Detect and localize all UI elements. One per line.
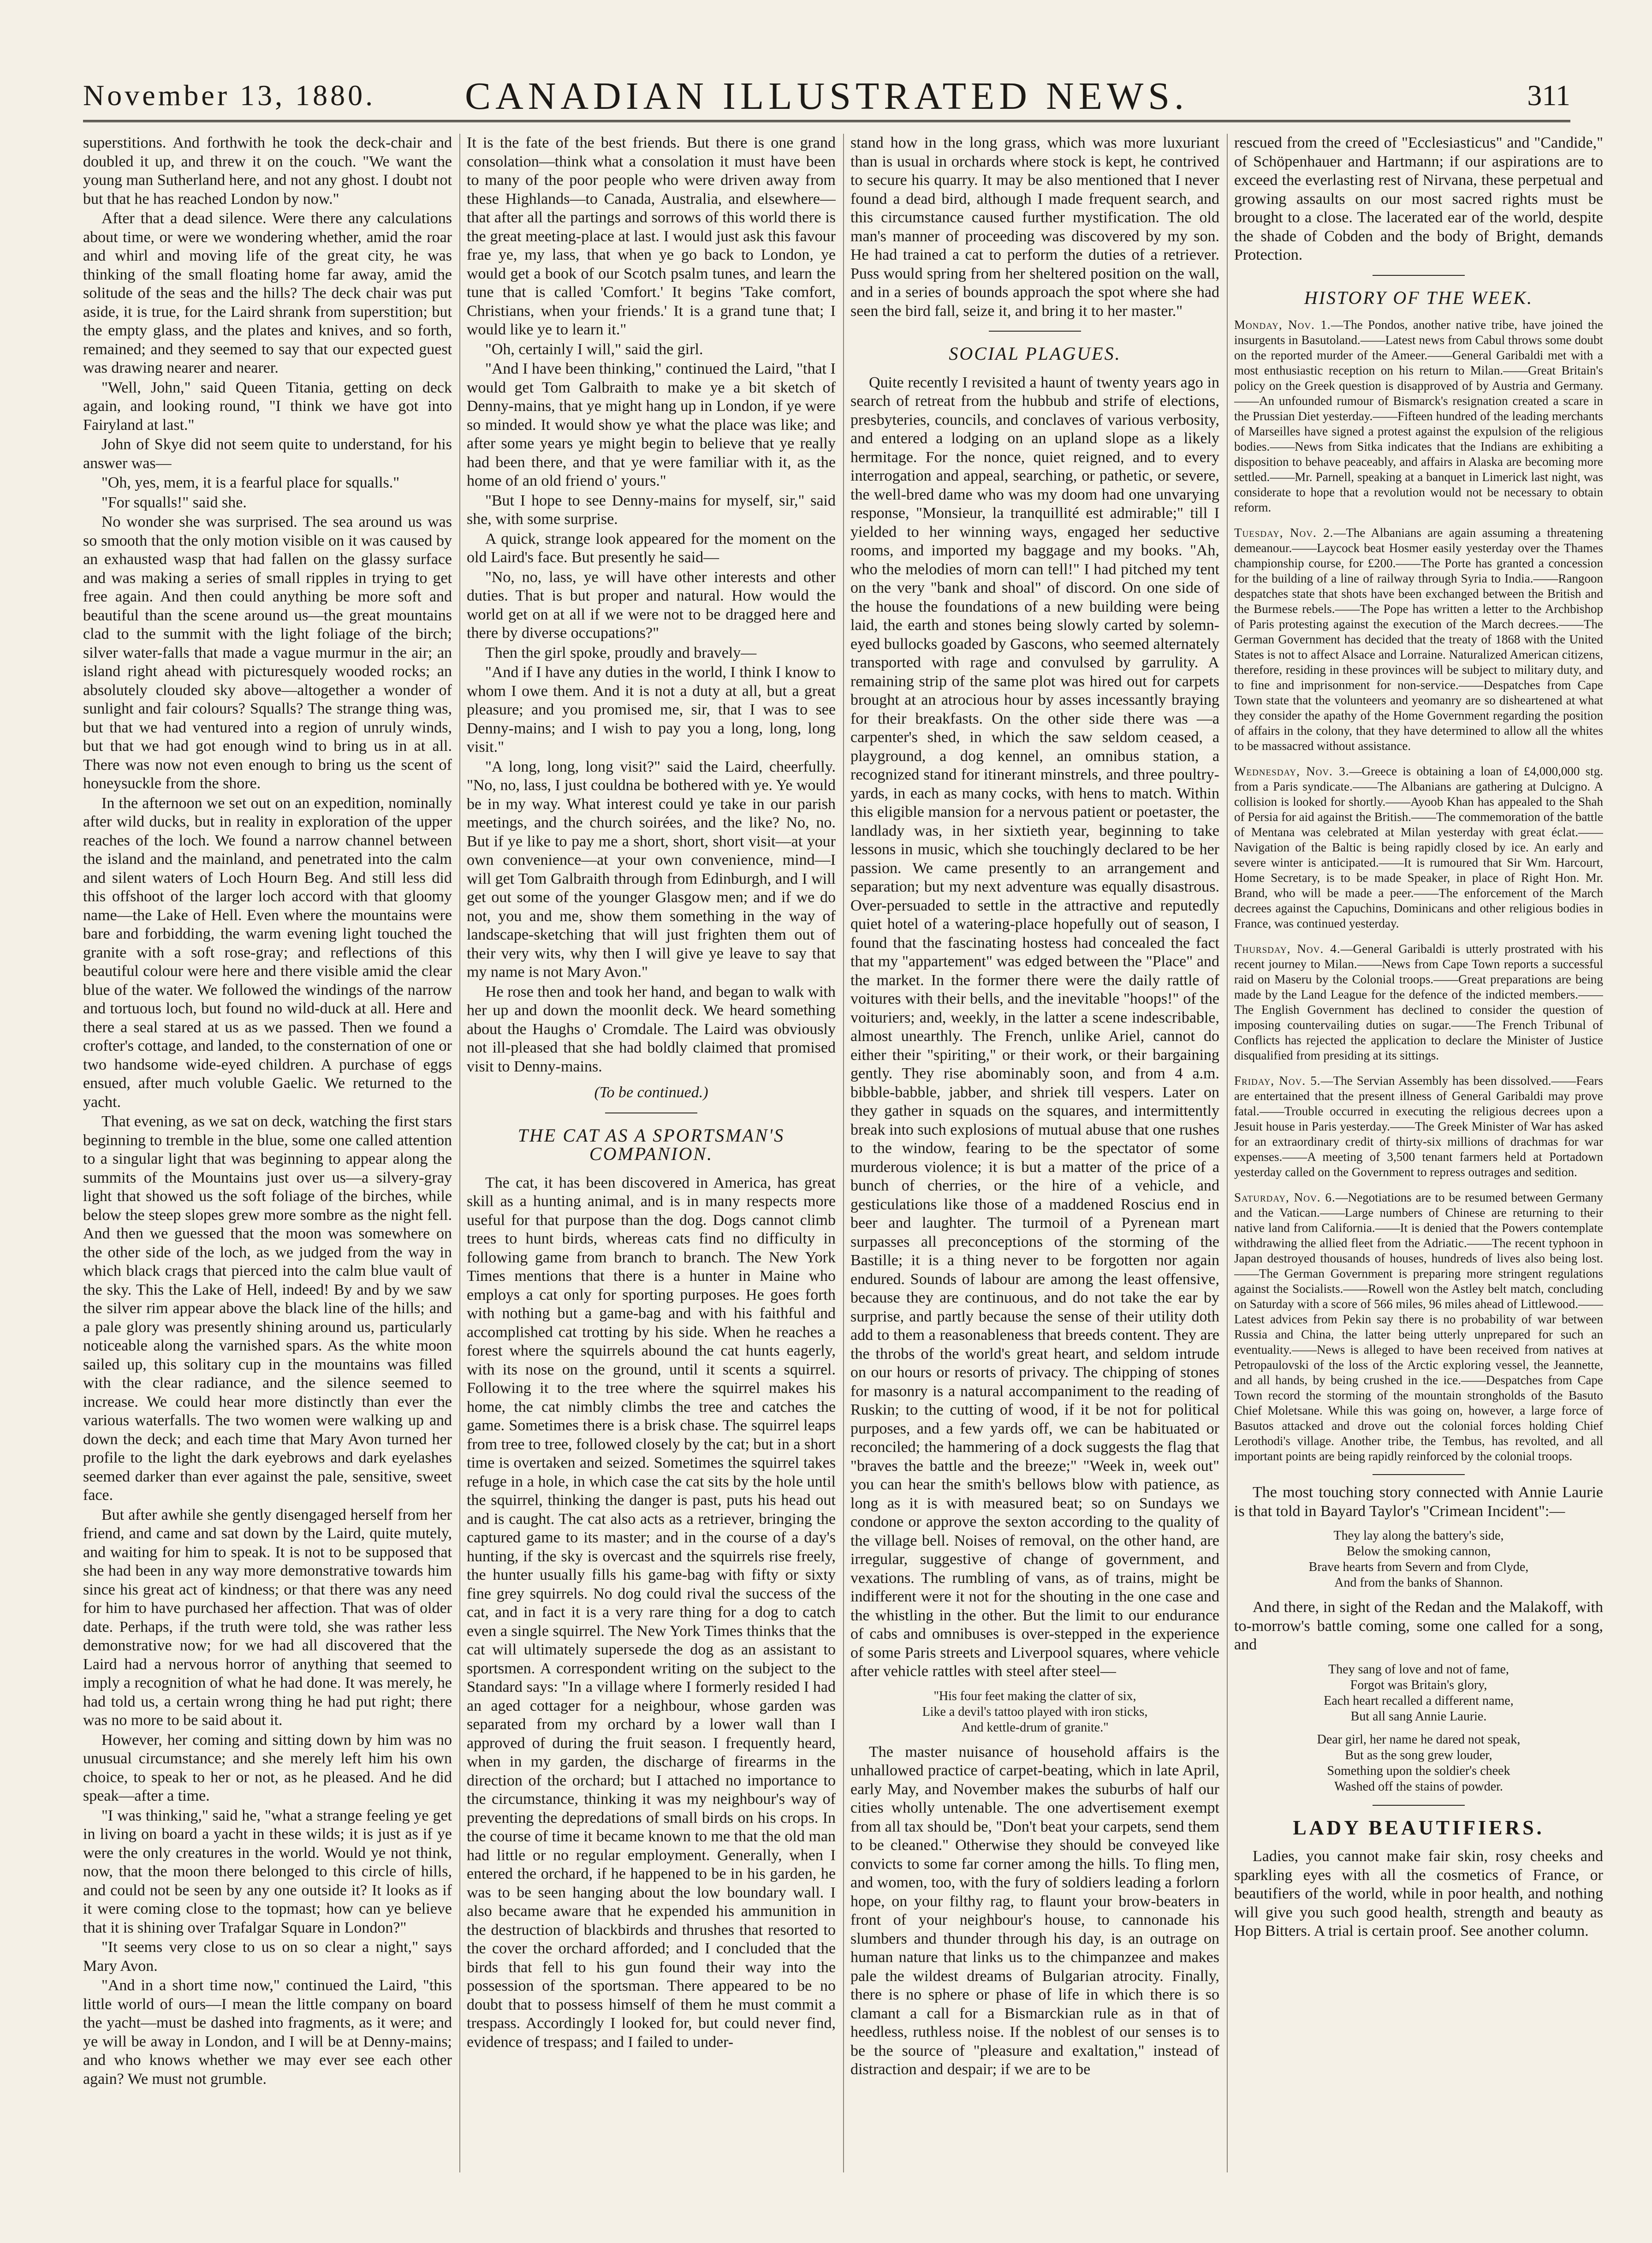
article-paragraph: And there, in sight of the Redan and the Malakoff, with to-morrow's battle coming, some one called for a song, and: [1234, 1599, 1603, 1653]
history-day: Thursday, Nov. 4.: [1234, 942, 1341, 956]
masthead: [83, 69, 1570, 122]
history-day: Saturday, Nov. 6.: [1234, 1190, 1336, 1204]
verse-line: Like a devil's tattoo played with iron sticks,: [922, 1704, 1148, 1719]
story-paragraph: Then the girl spoke, proudly and bravely—: [485, 644, 757, 661]
story-paragraph: A quick, strange look appeared for the moment on the old Laird's face. But presently he said—: [467, 530, 836, 566]
history-entry: [1234, 317, 1603, 515]
history-entry: [1234, 941, 1603, 1063]
article-title-cat: THE CAT AS A SPORTSMAN'S COMPANION.: [517, 1124, 785, 1164]
verse-line: Brave hearts from Severn and from Clyde,: [1308, 1560, 1529, 1574]
verse-line: But as the song grew louder,: [1345, 1748, 1492, 1762]
history-text: —The Albanians are again assuming a threatening demeanour.——Laycock beat Hosmer easily yesterday over the Thames championship course, for £200.——The Porte has granted a concession for the building of a line of railway through Syria to India.——Rangoon despatches state that shots have been exchanged between the British and the Burmese rebels.——The Pope has written a letter to the Archbishop of Paris protesting against the execution of the March decrees.——The German Government has decided that the treaty of 1868 with the United States is not to affect Alsace and Lorraine. Naturalized American citizens, therefore, residing in these provinces will be subject to military duty, and to fine and imprisonment for non-service.——Despatches from Cape Town state that the volunteers and yeomanry are so disheartened at what they consider the apathy of the Home Government regarding the position of affairs in the colony, that they have determined to allow all the whites to be massacred without assistance.: [1234, 526, 1603, 753]
verse-line: Below the smoking cannon,: [1346, 1544, 1491, 1559]
story-paragraph: That evening, as we sat on deck, watching the first stars beginning to tremble in the blue, some one called attention to a singular light that was beginning to appear along the summits of the Mountains just over us—a silvery-gray light that showed us the soft foliage of the birches, while below the steep slopes grew more sombre as the night fell. And then we guessed that the moon was somewhere on the other side of the loch, as we judged from the way in which black crags that pierced into the calm blue vault of the sky. This the Lake of Hell, indeed! By and by we saw the silver rim appear above the black line of the hills; and a pale glory was presently shining around us, particularly noticeable along the varnished spars. As the white moon sailed up, this solitary cup in the mountains was filled with the clear radiance, and the silence seemed to increase. We could hear more distinctly than ever the various waterfalls. The two women were walking up and down the deck; and each time that Mary Avon turned her profile to the light the dark eyebrows and dark eyelashes seemed darker than ever against the pale, sensitive, sweet face.: [83, 1113, 452, 1504]
section-separator: [1373, 275, 1465, 276]
verse-line: And kettle-drum of granite.": [961, 1720, 1109, 1735]
verse-quote: [850, 1689, 1219, 1736]
column-divider: [843, 134, 844, 2172]
history-text: —The Pondos, another native tribe, have joined the insurgents in Basutoland.——Latest news from Cabul throws some doubt on the reported murder of the Ameer.——General Garibaldi met with a most enthusiastic reception on his return to Milan.——Great Britain's policy on the Greek question is disapproved of by Austria and Germany.——An unfounded rumour of Bismarck's resignation created a scare in the Prussian Diet yesterday.——Fifteen hundred of the leading merchants of Marseilles have signed a protest against the expulsion of the religious bodies.——News from Sitka indicates that the Indians are exhibiting a disposition to behave peaceably, and affairs in Alaska are becoming more settled.——Mr. Parnell, speaking at a banquet in Limerick last night, was considerate to hope that a revolution would not be necessary to obtain reform.: [1234, 318, 1603, 514]
story-paragraph: "Well, John," said Queen Titania, getting on deck again, and looking round, "I think we have got into Fairyland at last.": [83, 379, 452, 434]
verse-quote: [1234, 1528, 1603, 1591]
verse-line: "His four feet making the clatter of six,: [933, 1689, 1136, 1703]
to-be-continued: (To be continued.): [594, 1084, 708, 1101]
story-paragraph: He rose then and took her hand, and began to walk with her up and down the moonlit deck. We heard something about the Haughs o' Cromdale. The Laird was obviously not ill-pleased that she had boldly claimed that promised visit to Denny-mains.: [467, 983, 836, 1075]
article-paragraph: The cat, it has been discovered in America, has great skill as a hunting animal, and is in many respects more useful for that purpose than the dog. Dogs cannot climb trees to hunt birds, whereas cats find no difficulty in following game from branch to branch. The New York Times mentions that there is a hunter in Maine who employs a cat only for sporting purposes. He goes forth with nothing but a game-bag and with his faithful and accomplished cat trotting by his side. When he reaches a forest where the squirrels abound the cat hunts eagerly, with its nose on the ground, until it scents a squirrel. Following it to the tree where the squirrel makes his home, the cat nimbly climbs the tree and catches the game. Sometimes there is a brisk chase. The squirrel leaps from tree to tree, followed closely by the cat; but in a short time is overtaken and seized. Sometimes the squirrel takes refuge in a hole, in which case the cat sits by the hole until the squirrel, thinking the danger is past, puts his head out and is caught. The cat also acts as a retriever, bringing the captured game to its master; and in the course of a day's hunting, if the sky is overcast and the squirrels rise freely, the hunter usually fills his game-bag with fifty or sixty fine grey squirrels. No dog could rival the success of the cat, and in fact it is a very rare thing for a dog to catch even a single squirrel. The New York Times thinks that the cat will ultimately supersede the dog as an assistant to sportsmen. A correspondent writing on the subject to the Standard says: "In a village where I formerly resided I had an aged cottager for a neighbour, whose garden was separated from my orchard by a lower wall than I approved of during the fruit season. I frequently heard, when in my garden, the discharge of firearms in the direction of the orchard; but I attached no importance to the circumstance, thinking it was my neighbour's way of preventing the depredations of small birds on his crops. In the course of time it became known to me that the old man had little or no regular employment. Generally, when I entered the orchard, if he happened to be in his garden, he was to be seen hanging about the low boundary wall. I also became aware that he expended his ammunition in the destruction of blackbirds and thrushes that resorted to the cover the orchard afforded; and I concluded that the birds that fell to his gun found their way into the possession of the sportsman. There appeared to be no doubt that to possess himself of them he must commit a trespass. Accordingly I looked for, but could never find, evidence of trespass; and I failed to under-: [467, 1174, 836, 2051]
story-paragraph: superstitions. And forthwith he took the deck-chair and doubled it up, and threw it on the couch. "We want the young man Sutherland here, and not any ghost. I doubt not but that he has reached London by now.": [83, 134, 452, 208]
issue-date: November 13, 1880.: [83, 79, 376, 112]
section-separator: [1373, 1474, 1465, 1475]
story-paragraph: "A long, long, long visit?" said the Laird, cheerfully. "No, no, lass, I just couldna be bothered with ye. Ye would be in my way. What interest could ye take in our parish meetings, and the church soirées, and the like? No, no. But if ye like to pay me a short, short, short visit—at your own convenience—at your own convenience, mind—I will get Tom Galbraith through from Edinburgh, and I will get out some of the younger Glasgow men; and if we do not, you and me, show them something in the way of landscape-sketching that will just frighten them out of their very wits, why then I will give ye leave to say that my name is not Mary Avon.": [467, 758, 836, 981]
page-number: 311: [1527, 79, 1570, 112]
history-text: —Greece is obtaining a loan of £4,000,000 stg. from a Paris syndicate.——The Albanians are gathering at Dulcigno. A collision is looked for shortly.——Ayoob Khan has appealed to the Shah of Persia for aid against the British.——The commemoration of the battle of Mentana was celebrated at Milan yesterday with great éclat.——Navigation of the Baltic is being rapidly closed by ice. An early and severe winter is anticipated.——It is rumoured that Sir Wm. Harcourt, Home Secretary, is to be made Speaker, in place of Right Hon. Mr. Brand, who will be made a peer.——The enforcement of the March decrees against the Capuchins, Dominicans and other religious bodies in France, was continued yesterday.: [1234, 764, 1603, 930]
verse-quote: [1234, 1662, 1603, 1725]
history-text: —The Servian Assembly has been dissolved.——Fears are entertained that the present illness of General Garibaldi may prove fatal.——Trouble occurred in executing the religious decrees upon a Jesuit house in Paris yesterday.——The Greek Minister of War has asked for an extraordinary credit of thirty-six millions of drachmas for war expenses.——A meeting of 3,500 tenant farmers held at Portadown yesterday called on the Government to repress outrages and sedition.: [1234, 1074, 1603, 1179]
verse-line: Something upon the soldier's cheek: [1327, 1763, 1510, 1778]
history-entry: [1234, 764, 1603, 931]
story-paragraph: "And if I have any duties in the world, I think I know to whom I owe them. And it is not a duty at all, but a great pleasure; and you promised me, sir, that I was to see Denny-mains; and I wish to pay you a long, long, long visit.": [467, 664, 836, 756]
story-paragraph: "And in a short time now," continued the Laird, "this little world of ours—I mean the little company on board the yacht—must be dashed into fragments, as it were; and ye will be away in London, and I will be at Denny-mains; and who knows whether we may ever see each other again? We must not grumble.: [83, 1977, 452, 2088]
verse-line: Dear girl, her name he dared not speak,: [1317, 1732, 1521, 1747]
verse-line: Forgot was Britain's glory,: [1350, 1678, 1487, 1692]
column-divider: [1227, 134, 1228, 2172]
story-paragraph: "But I hope to see Denny-mains for myself, sir," said she, with some surprise.: [467, 492, 836, 528]
history-day: Monday, Nov. 1.: [1234, 318, 1331, 332]
article-paragraph: Ladies, you cannot make fair skin, rosy cheeks and sparkling eyes with all the cosmetics of France, or beautifiers of the world, while in poor health, and nothing will give you such good health, strength and beauty as Hop Bitters. A trial is certain proof. See another column.: [1234, 1848, 1603, 1940]
story-paragraph: "For squalls!" said she.: [101, 494, 247, 511]
verse-line: Each heart recalled a different name,: [1324, 1693, 1514, 1708]
article-paragraph: The most touching story connected with Annie Laurie is that told in Bayard Taylor's "Crimean Incident":—: [1234, 1484, 1603, 1520]
history-day: Tuesday, Nov. 2.: [1234, 526, 1334, 540]
story-paragraph: In the afternoon we set out on an expedition, nominally after wild ducks, but in reality in exploration of the upper reaches of the loch. We found a narrow channel between the island and the mainland, and penetrated into the calm and silent waters of Loch Hourn Beg. And still less did this offshoot of the larger loch accord with that gloomy name—the Lake of Hell. Even where the mountains were bare and forbidding, the warm evening light touched the granite with a soft rose-gray; and reflections of this beautiful colour were here and there visible amid the clear blue of the water. We followed the windings of the narrow and tortuous loch, but found no wild-duck at all. Here and there a seal stared at us as we passed. Then we found a crofter's cottage, and landed, to the consternation of one or two handsome wide-eyed children. A purchase of eggs ensued, after much voluble Gaelic. We returned to the yacht.: [83, 794, 452, 1111]
column-1: [83, 134, 452, 2172]
story-paragraph: "It seems very close to us on so clear a night," says Mary Avon.: [83, 1939, 452, 1975]
story-paragraph: However, her coming and sitting down by him was no unusual circumstance; and she merely left him his own choice, to speak to her or not, as he pleased. And he did speak—after a time.: [83, 1731, 452, 1804]
story-paragraph: It is the fate of the best friends. But there is one grand consolation—think what a consolation it must have been to many of the poor people who were driven away from these Highlands—to Canada, Australia, and elsewhere—that after all the partings and sorrows of this world there is the great meeting-place at last. I would just ask this favour frae ye, my lass, that when ye go back to London, ye would get a book of our Scotch psalm tunes, and learn the tune that is called 'Comfort.' It begins 'Take comfort, Christians, when your friends.' It is a grand tune that; I would like ye to learn it.": [467, 134, 836, 338]
history-entry: [1234, 1190, 1603, 1464]
story-paragraph: But after awhile she gently disengaged herself from her friend, and came and sat down by the Laird, quite mutely, and waiting for him to speak. It is not to be supposed that she had been in any way more demonstrative towards him since his great act of kindness; or that there was any need for him to have purchased her affection. That was of older date. Perhaps, if the truth were told, she was rather less demonstrative now; for we had all discovered that the Laird had a nervous horror of anything that seemed to imply a recognition of what he had done. It was merely, he had told us, a certain wrong thing he had put right; there was no more to be said about it.: [83, 1506, 452, 1729]
history-entry: [1234, 525, 1603, 754]
section-separator: [1373, 1805, 1465, 1806]
history-of-week-title: HISTORY OF THE WEEK.: [1304, 287, 1533, 308]
column-4: [1234, 134, 1603, 2172]
verse-line: And from the banks of Shannon.: [1334, 1576, 1503, 1590]
history-entry: [1234, 1073, 1603, 1180]
story-paragraph: No wonder she was surprised. The sea around us was so smooth that the only motion visible on it was caused by an exhausted wasp that had fallen on the glassy surface and was making a series of small ripples in trying to get free again. And then could anything be more soft and beautiful than the scene around us—the great mountains clad to the summit with the light foliage of the birch; silver water-falls that made a vague murmur in the air; an island right ahead with picturesquely wooded rocks; an absolutely clouded sky above—altogether a wonder of sunlight and fair colours? Squalls? The strange thing was, but that we had ventured into a region of unruly winds, but that we had got enough wind to bring us in at all. There was now not even enough to bring us the scent of honeysuckle from the shore.: [83, 513, 452, 792]
history-day: Friday, Nov. 5.: [1234, 1074, 1321, 1088]
article-paragraph: The master nuisance of household affairs is the unhallowed practice of carpet-beating, which in late April, early May, and November makes the suburbs of half our cities wholly untenable. The one advertisement exempt from all tax should be, "Don't beat your carpets, send them to be cleaned." Otherwise they should be conveyed like convicts to some far corner among the hills. To fling men, and women, too, with the fury of soldiers leading a forlorn hope, on your filthy rag, to flaunt your brow-beaters in front of your neighbour's house, to cannonade his slumbers and thunder through his day, is an outrage on human nature that links us to the chimpanzee and makes pale the wildest dreams of Bulgarian atrocity. Finally, there is no sphere or phase of life in which there is so clamant a call for a Bismarckian rule as in that of heedless, ruthless noise. If the noblest of our senses is to be the source of "pleasure and exaltation," instead of distraction and despair; if we are to be: [850, 1743, 1219, 2078]
article-paragraph: Quite recently I revisited a haunt of twenty years ago in search of retreat from the hubbub and strife of elections, presbyteries, councils, and conclaves of various verbosity, and entered a lodging on an upland slope as a likely hermitage. For the nonce, quiet reigned, and to every interrogation and appeal, searching, or pathetic, or severe, the well-bred dame who was my doom had one unvarying response, "Monsieur, la tranquillité est admirable;" till I yielded to her winning ways, engaged her seductive rooms, and imported my baggage and my books. "Ah, who the melodies of morn can tell!" I had pitched my tent on the very "bank and shoal" of discord. On one side of the house the foundations of a new building were being laid, the earth and stones being slowly carted by solemn-eyed bullocks goaded by Gascons, who seemed alternately transported with rage and convulsed by garrulity. A remaining strip of the same plot was hired out for carpets brought at an atrocious hour by asses incessantly braying for their breakfasts. On the other side there was —a carpenter's shed, in which the saw seldom ceased, a playground, a dog kennel, an omnibus station, a recognized stand for itinerant minstrels, and three poultry-yards, in each as many cocks, with hens to match. Within this eligible mansion for a nervous patient or poetaster, the landlady was, in her sixtieth year, beginning to take lessons in music, which she touchingly declared to be her passion. We came presently to an arrangement and separation; but my next adventure was equally disastrous. Over-persuaded to settle in the attractive and reputedly quiet hotel of a watering-place hopefully out of season, I found that the fascinating hostess had concealed the fact that my "appartement" was edged between the "Place" and the market. In the former there were the daily rattle of voitures with their bells, and the inevitable "hoops!" of the voituriers; and, weekly, in the latter a scene indescribable, almost unearthly. The French, unlike Ariel, cannot do either their "spiriting," or their work, or their bargaining gently. They rise abominably soon, and from 4 a.m. bibble-babble, jabber, and shriek till vespers. Later on they gather in squads on the squares, and intermittently break into such explosions of mutual abuse that one rushes to the window, fearing to be the spectator of some murderous violence; it is but a matter of the price of a bunch of cherries, or the hire of a vehicle, and gesticulations like those of a maddened Roscius end in beer and laughter. The turmoil of a Pyrenean mart surpasses all preconceptions of the storming of the Bastille; it is a thing never to be forgotten nor again endured. Sounds of labour are among the least offensive, because they are continuous, and do not take the ear by surprise, and partly because the sense of their utility doth add to them a reasonableness that breeds content. They are the throbs of the world's great heart, and seldom intrude on our hours or resorts of privacy. The chipping of stones for masonry is a natural accompaniment to the reading of Ruskin; to the cutting of wood, if it be not for political purposes, and a few yards off, we can be habituated or reconciled; the hammering of a dock suggests the flag that "braves the battle and the breeze;" "Week in, week out" you can hear the smith's bellows blow with patience, as long as it is with measured beat; so on Sundays we condone or approve the sexton according to the quality of the village bell. Noises of removal, on the other hand, are irregular, suggestive of change of government, and vexations. The rumbling of vans, as of trains, might be indifferent were it not for the shouting in the one case and the whistling in the other. But the limit to our endurance of cabs and omnibuses is over-stepped in the experience of some Paris streets and Liverpool squares, where vehicle after vehicle rattles with steel after steel—: [850, 374, 1219, 1680]
story-paragraph: "Oh, certainly I will," said the girl.: [485, 340, 703, 358]
column-divider: [459, 134, 460, 2172]
article-title-social-plagues: SOCIAL PLAGUES.: [949, 343, 1121, 364]
story-paragraph: "And I have been thinking," continued the Laird, "that I would get Tom Galbraith to make ye a bit sketch of Denny-mains, that ye might hang up in London, if ye were so minded. It would show ye what the place was like; and after some years ye might begin to believe that ye really had been there, and that ye were familiar with it, as the home of an old friend o' yours.": [467, 360, 836, 489]
story-paragraph: John of Skye did not seem quite to understand, for his answer was—: [83, 436, 452, 472]
verse-quote: [1234, 1732, 1603, 1795]
column-2: [467, 134, 836, 2172]
verse-line: They sang of love and not of fame,: [1328, 1662, 1509, 1677]
verse-line: But all sang Annie Laurie.: [1350, 1709, 1487, 1724]
article-paragraph: rescued from the creed of "Ecclesiasticus" and "Candide," of Schöpenhauer and Hartmann; if our aspirations are to exceed the everlasting rest of Nirvana, these perpetual and growing assaults on our most sacred rights must be brought to a close. The lacerated ear of the world, despite the shade of Cobden and the body of Bright, demands Protection.: [1234, 134, 1603, 263]
story-paragraph: After that a dead silence. Were there any calculations about time, or were we wondering whether, amid the roar and whirl and moving life of the great city, he was thinking of the small floating home far away, amid the solitude of the seas and the hills? The deck chair was put aside, it is true, for the Laird shrank from superstition; but the empty glass, and the plates and knives, and so forth, remained; and they seemed to say that our expected guest was drawing nearer and nearer.: [83, 210, 452, 376]
story-paragraph: "No, no, lass, ye will have other interests and other duties. That is but proper and natural. How would the world get on at all if we were not to be dragged here and there by diverse occupations?": [467, 568, 836, 642]
history-text: —Negotiations are to be resumed between Germany and the Vatican.——Large numbers of Chinese are returning to their native land from California.——It is denied that the Powers contemplate withdrawing the allied fleet from the Adriatic.——The recent typhoon in Japan destroyed thousands of houses, hundreds of lives also being lost.——The German Government is preparing more stringent regulations against the Socialists.——Rowell won the Astley belt match, concluding on Saturday with a score of 566 miles, 96 miles ahead of Littlewood.——Latest advices from Pekin say there is no probability of war between Russia and China, the latter being utterly unprepared for such an eventuality.——News is alleged to have been received from natives at Petropaulovski of the loss of the Arctic exploring vessel, the Jeannette, and all hands, by being crushed in the ice.——Despatches from Cape Town record the storming of the mountain strongholds of the Basuto Chief Moletsane. While this was going on, however, a large force of Basutos attacked and drove out the colonial forces holding Chief Lerothodi's village. Another tribe, the Tembus, has revolted, and all important points are being rapidly reinforced by the colonial troops.: [1234, 1190, 1603, 1463]
section-separator: [989, 331, 1081, 332]
history-of-week: [1234, 317, 1603, 1464]
article-paragraph: stand how in the long grass, which was more luxuriant than is usual in orchards where stock is kept, he contrived to secure his quarry. It may be also mentioned that I never found a dead bird, although I made frequent search, and this circumstance caused further mystification. The old man's manner of proceeding was discovered by my son. He had trained a cat to perform the duties of a retriever. Puss would spring from her sheltered position on the wall, and in a series of bounds approach the spot where she had seen the bird fall, seize it, and bring it to her master.": [850, 134, 1219, 320]
column-3: [850, 134, 1219, 2172]
story-paragraph: "Oh, yes, mem, it is a fearful place for squalls.": [101, 474, 400, 491]
history-text: —General Garibaldi is utterly prostrated with his recent journey to Milan.——News from Cape Town reports a successful raid on Maseru by the Colonial troops.——Great preparations are being made by the Land League for the defence of the indicted members.——The English Government has declined to consider the question of imposing countervailing duties on sugar.——The French Tribunal of Conflicts has rejected the application to declare the Minister of Justice disqualified from presiding at its sittings.: [1234, 942, 1603, 1062]
verse-line: They lay along the battery's side,: [1333, 1529, 1504, 1543]
history-day: Wednesday, Nov. 3.: [1234, 764, 1349, 778]
story-paragraph: "I was thinking," said he, "what a strange feeling ye get in living on board a yacht in these wilds; it is just as if ye were the only creatures in the world. Would ye not think, now, that the moon there belonged to this circle of hills, and could not be seen by any one outside it? It looks as if it were coming close to the topmast; how can ye believe that it is shining over Trafalgar Square in London?": [83, 1807, 452, 1936]
newspaper-title: CANADIAN ILLUSTRATED NEWS.: [465, 75, 1188, 118]
lady-beautifiers-title: LADY BEAUTIFIERS.: [1293, 1816, 1545, 1839]
verse-line: Washed off the stains of powder.: [1334, 1779, 1503, 1794]
